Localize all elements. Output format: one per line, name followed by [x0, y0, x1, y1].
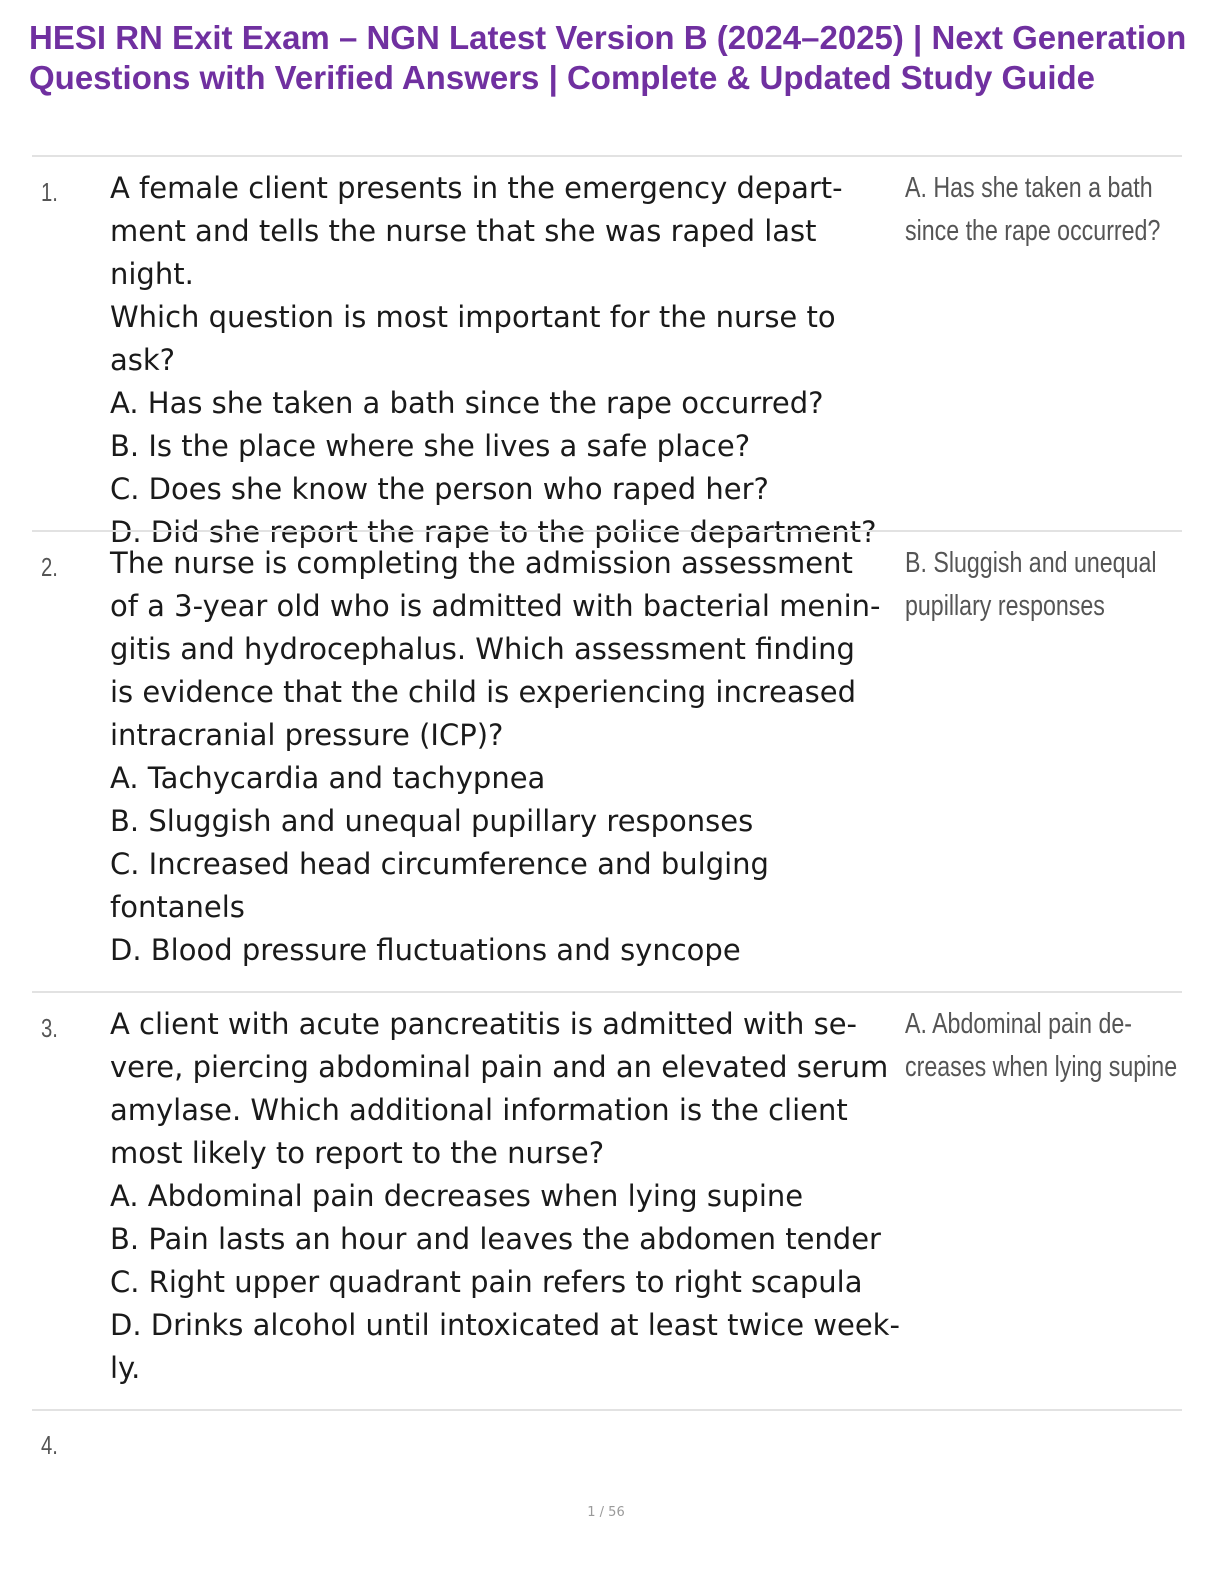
answer-option-a: A. Tachycardia and tachypnea: [110, 761, 546, 795]
question-1-correct-answer: [905, 167, 1160, 253]
question-stem-line: ment and tells the nurse that she was raped last night.: [110, 214, 817, 291]
answer-option-c: C. Does she know the person who raped her?: [110, 472, 769, 506]
question-stem-line: The nurse is completing the admission assessment: [110, 546, 853, 580]
question-3-body: [110, 1003, 900, 1390]
answer-option-b: B. Is the place where she lives a safe place?: [110, 429, 751, 463]
correct-answer-line: A. Has she taken a bath: [905, 172, 1153, 204]
correct-answer-line: since the rape occurred?: [905, 215, 1161, 247]
answer-option-d-continued: ly.: [110, 1351, 141, 1385]
question-2-correct-answer: [905, 542, 1157, 628]
correct-answer-line: pupillary responses: [905, 590, 1105, 622]
question-stem-line: of a 3-year old who is admitted with bacterial menin-: [110, 589, 881, 623]
divider: [32, 1409, 1182, 1411]
document-title: HESI RN Exit Exam – NGN Latest Version B (2024–2025) | Next Generation Questions with Verified Answers | Complete & Updated Study Guide: [29, 19, 1187, 96]
question-stem-line: A female client presents in the emergency depart-: [110, 171, 843, 205]
answer-option-d: D. Did she report the rape to the police department?: [110, 515, 877, 549]
correct-answer-line: creases when lying supine: [905, 1051, 1178, 1083]
answer-option-c: C. Right upper quadrant pain refers to right scapula: [110, 1265, 863, 1299]
question-stem-line: amylase. Which additional information is the client: [110, 1093, 848, 1127]
question-stem-line: gitis and hydrocephalus. Which assessment finding: [110, 632, 855, 666]
answer-option-c-continued: fontanels: [110, 890, 245, 924]
question-4-number: 4.: [41, 1430, 58, 1460]
question-stem-line: is evidence that the child is experiencing increased: [110, 675, 857, 709]
answer-option-a: A. Has she taken a bath since the rape occurred?: [110, 386, 824, 420]
divider: [32, 155, 1182, 157]
question-2-body: [110, 542, 900, 972]
answer-option-b: B. Pain lasts an hour and leaves the abdomen tender: [110, 1222, 881, 1256]
question-2-number: 2.: [41, 552, 58, 582]
question-stem-line: intracranial pressure (ICP)?: [110, 718, 504, 752]
answer-option-b: B. Sluggish and unequal pupillary responses: [110, 804, 754, 838]
question-1-number: 1.: [41, 177, 58, 207]
answer-option-d: D. Drinks alcohol until intoxicated at least twice week-: [110, 1308, 900, 1342]
question-3-correct-answer: [905, 1003, 1177, 1089]
answer-option-d: D. Blood pressure fluctuations and syncope: [110, 933, 741, 967]
question-stem-line: ask?: [110, 343, 176, 377]
question-stem-line: most likely to report to the nurse?: [110, 1136, 605, 1170]
correct-answer-line: B. Sluggish and unequal: [905, 547, 1157, 579]
question-1-body: [110, 167, 900, 554]
question-3-number: 3.: [41, 1013, 58, 1043]
question-stem-line: Which question is most important for the nurse to: [110, 300, 836, 334]
divider: [32, 530, 1182, 532]
question-stem-line: vere, piercing abdominal pain and an elevated serum: [110, 1050, 889, 1084]
correct-answer-line: A. Abdominal pain de-: [905, 1008, 1132, 1040]
answer-option-c: C. Increased head circumference and bulging: [110, 847, 769, 881]
page-indicator: 1 / 56: [587, 1505, 625, 1520]
divider: [32, 991, 1182, 993]
answer-option-a: A. Abdominal pain decreases when lying supine: [110, 1179, 804, 1213]
question-stem-line: A client with acute pancreatitis is admitted with se-: [110, 1007, 858, 1041]
